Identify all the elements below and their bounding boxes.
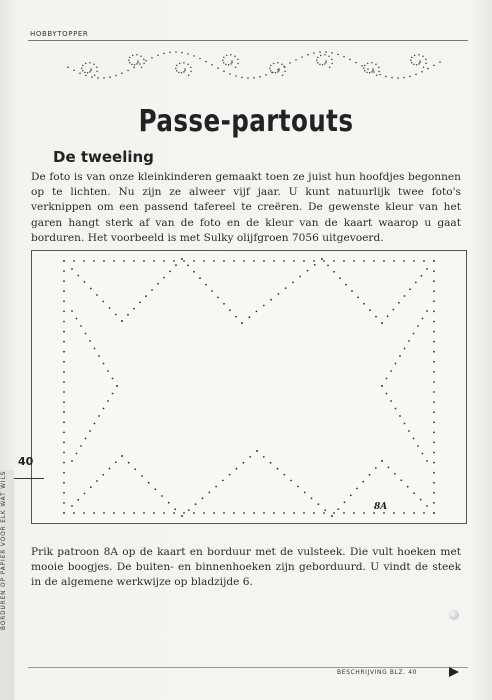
instructions-paragraph: Prik patroon 8A op de kaart en borduur met de vulsteek. Die vult hoeken met mooie boogjes. De buiten- en binnenhoeken zijn geborduurd. U vindt de steek in de algemene werkwijze op bladzijde 6. <box>31 546 461 589</box>
header-label: HOBBYTOPPER <box>30 30 89 38</box>
pattern-dots <box>32 251 466 523</box>
right-arrow-icon <box>449 667 459 677</box>
page-number-rule <box>14 478 44 479</box>
pattern-8a <box>31 250 467 524</box>
intro-paragraph: De foto is van onze kleinkinderen gemaakt toen ze juist hun hoofdjes begonnen op te lichten. Nu zijn ze alweer vijf jaar. U kunt natuurlijk twee foto's verknippen om een passend tafereel te creëren. De gewenste kleur van het garen hangt sterk af van de foto en de kleur van de kaart waarop u gaat borduren. Het voorbeeld is met Sulky olijfgroen 7056 uitgevoerd. <box>31 171 461 244</box>
header-rule <box>28 40 468 41</box>
footer-rule <box>28 667 468 668</box>
page-title: Passe-partouts <box>138 104 354 139</box>
pattern-label: 8A <box>374 502 388 512</box>
punch-hole <box>449 610 459 620</box>
page-number: 40 <box>18 455 34 468</box>
decorative-swirl-border <box>64 45 444 85</box>
vertical-book-title: BORDUREN OP PAPIER VOOR ELK WAT WILS <box>1 470 7 630</box>
section-subtitle: De tweeling <box>53 148 154 166</box>
footer-text: BESCHRIJVING BLZ. 40 <box>337 669 418 676</box>
